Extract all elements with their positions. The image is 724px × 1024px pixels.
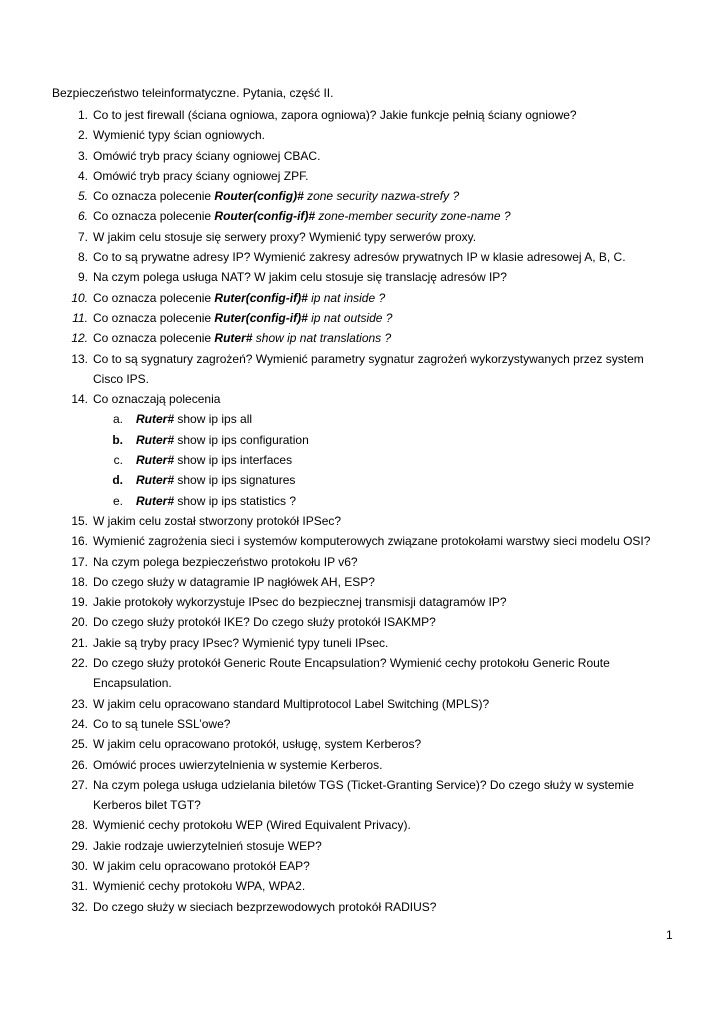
sub-item bbox=[93, 450, 654, 470]
question-item bbox=[0, 714, 724, 734]
question-number: 15. bbox=[71, 513, 88, 528]
question-list bbox=[0, 105, 724, 917]
question-item bbox=[0, 694, 724, 714]
question-prefix: Co oznacza polecenie bbox=[93, 209, 215, 224]
question-text: Omówić proces uwierzytelnienia w systemie Kerberos. bbox=[93, 757, 383, 772]
question-prefix: Co oznacza polecenie bbox=[93, 310, 215, 325]
question-text: Omówić tryb pracy ściany ogniowej ZPF. bbox=[93, 168, 309, 183]
sub-list bbox=[93, 409, 654, 510]
question-text: Wymienić cechy protokołu WEP (Wired Equivalent Privacy). bbox=[93, 818, 411, 833]
question-number: 13. bbox=[71, 351, 88, 366]
question-item bbox=[0, 247, 724, 267]
question-item bbox=[0, 267, 724, 287]
router-command: Ruter# bbox=[214, 331, 253, 346]
sub-item-text: show ip ips all bbox=[174, 412, 253, 427]
question-number: 31. bbox=[71, 879, 88, 894]
question-text: Jakie protokoły wykorzystuje IPsec do bezpiecznej transmisji datagramów IP? bbox=[93, 595, 507, 610]
command-arguments: zone security nazwa-strefy ? bbox=[303, 189, 460, 204]
question-prefix: Co oznacza polecenie bbox=[93, 331, 215, 346]
question-item bbox=[0, 633, 724, 653]
question-text: Wymienić cechy protokołu WPA, WPA2. bbox=[93, 879, 306, 894]
question-item bbox=[0, 552, 724, 572]
question-item bbox=[0, 734, 724, 754]
question-number: 7. bbox=[77, 229, 88, 244]
router-prompt: Ruter# bbox=[136, 453, 175, 468]
question-text: W jakim celu opracowano standard Multiprotocol Label Switching (MPLS)? bbox=[93, 696, 490, 711]
router-prompt: Ruter# bbox=[136, 412, 175, 427]
question-number: 12. bbox=[71, 331, 88, 346]
question-item bbox=[0, 328, 724, 348]
question-number: 2. bbox=[77, 128, 88, 143]
question-number: 29. bbox=[71, 838, 88, 853]
question-number: 20. bbox=[71, 615, 88, 630]
question-number: 5. bbox=[77, 189, 88, 204]
question-number: 17. bbox=[71, 554, 88, 569]
sub-item-text: show ip ips statistics ? bbox=[174, 493, 297, 508]
question-text: W jakim celu stosuje się serwery proxy? Wymienić typy serwerów proxy. bbox=[93, 229, 477, 244]
question-item bbox=[0, 186, 724, 206]
question-text: Jakie rodzaje uwierzytelnień stosuje WEP? bbox=[93, 838, 322, 853]
question-item bbox=[0, 349, 724, 390]
question-number: 16. bbox=[71, 534, 88, 549]
question-text: W jakim celu został stworzony protokół IPSec? bbox=[93, 513, 342, 528]
sub-item-letter: a. bbox=[112, 412, 123, 427]
question-number: 23. bbox=[71, 696, 88, 711]
router-command: Ruter(config-if)# bbox=[214, 290, 308, 305]
question-number: 14. bbox=[71, 392, 88, 407]
question-text: Omówić tryb pracy ściany ogniowej CBAC. bbox=[93, 148, 321, 163]
question-number: 4. bbox=[77, 168, 88, 183]
router-prompt: Ruter# bbox=[136, 432, 175, 447]
command-arguments: ip nat outside ? bbox=[307, 310, 393, 325]
sub-item-text: show ip ips configuration bbox=[174, 432, 309, 447]
question-text: Do czego służy protokół Generic Route Encapsulation? Wymienić cechy protokołu Generic Route Encapsulation. bbox=[93, 656, 610, 691]
question-item bbox=[0, 308, 724, 328]
question-item bbox=[0, 856, 724, 876]
router-command: Ruter(config-if)# bbox=[214, 310, 308, 325]
router-command: Router(config-if)# bbox=[214, 209, 316, 224]
question-number: 30. bbox=[71, 858, 88, 873]
sub-item bbox=[93, 409, 654, 429]
question-text: Co to jest firewall (ściana ogniowa, zapora ogniowa)? Jakie funkcje pełnią ściany ogniowe? bbox=[93, 108, 577, 122]
document-title: Bezpieczeństwo teleinformatyczne. Pytania, część II. bbox=[52, 86, 334, 100]
sub-item-text: show ip ips signatures bbox=[174, 473, 296, 488]
question-text: Co oznaczają polecenia bbox=[93, 392, 221, 407]
question-item bbox=[0, 755, 724, 775]
question-number: 21. bbox=[71, 635, 88, 650]
question-text: Na czym polega usługa NAT? W jakim celu stosuje się translację adresów IP? bbox=[93, 270, 507, 285]
question-number: 28. bbox=[71, 818, 88, 833]
question-number: 1. bbox=[77, 108, 88, 122]
question-item bbox=[0, 572, 724, 592]
question-number: 10. bbox=[71, 290, 88, 305]
question-item bbox=[0, 876, 724, 896]
question-item bbox=[0, 125, 724, 145]
router-command: Router(config)# bbox=[214, 189, 304, 204]
sub-item bbox=[93, 470, 654, 490]
question-text: Na czym polega bezpieczeństwo protokołu IP v6? bbox=[93, 554, 358, 569]
page-number: 1 bbox=[666, 928, 673, 942]
sub-item-letter: b. bbox=[112, 432, 123, 447]
question-text: W jakim celu opracowano protokół, usługę, system Kerberos? bbox=[93, 737, 422, 752]
question-text: Co to są prywatne adresy IP? Wymienić zakresy adresów prywatnych IP w klasie adresowej A, B, C. bbox=[93, 250, 626, 265]
question-number: 22. bbox=[71, 656, 88, 671]
question-text: Wymienić zagrożenia sieci i systemów komputerowych związane protokołami warstwy sieci modelu OSI? bbox=[93, 534, 651, 549]
question-text: Wymienić typy ścian ogniowych. bbox=[93, 128, 265, 143]
question-item bbox=[0, 531, 724, 551]
question-item bbox=[0, 775, 724, 816]
sub-item bbox=[93, 430, 654, 450]
question-item bbox=[0, 166, 724, 186]
question-number: 3. bbox=[77, 148, 88, 163]
question-prefix: Co oznacza polecenie bbox=[93, 290, 215, 305]
question-text: Na czym polega usługa udzielania biletów TGS (Ticket-Granting Service)? Do czego służy w systemie Kerberos bilet TGT? bbox=[93, 777, 634, 813]
command-arguments: ip nat inside ? bbox=[307, 290, 386, 305]
question-number: 8. bbox=[77, 250, 88, 265]
command-arguments: show ip nat translations ? bbox=[252, 331, 392, 346]
sub-item-text: show ip ips interfaces bbox=[174, 453, 293, 468]
question-text: Jakie są tryby pracy IPsec? Wymienić typy tuneli IPsec. bbox=[93, 635, 389, 650]
router-prompt: Ruter# bbox=[136, 493, 175, 508]
question-item bbox=[0, 592, 724, 612]
question-text: Do czego służy w sieciach bezprzewodowych protokół RADIUS? bbox=[93, 899, 437, 914]
sub-item bbox=[93, 491, 654, 511]
question-prefix: Co oznacza polecenie bbox=[93, 189, 215, 204]
question-number: 6. bbox=[77, 209, 88, 224]
question-item bbox=[0, 206, 724, 226]
question-number: 24. bbox=[71, 716, 88, 731]
question-number: 26. bbox=[71, 757, 88, 772]
sub-item-letter: e. bbox=[112, 493, 123, 508]
question-item bbox=[0, 612, 724, 632]
question-number: 9. bbox=[77, 270, 88, 285]
question-item bbox=[0, 389, 724, 511]
question-text: W jakim celu opracowano protokół EAP? bbox=[93, 858, 310, 873]
question-number: 27. bbox=[71, 777, 88, 792]
question-item bbox=[0, 897, 724, 917]
question-item bbox=[0, 146, 724, 166]
question-number: 18. bbox=[71, 574, 88, 589]
question-number: 25. bbox=[71, 737, 88, 752]
router-prompt: Ruter# bbox=[136, 473, 175, 488]
sub-item-letter: d. bbox=[112, 473, 123, 488]
question-item bbox=[0, 653, 724, 694]
question-item bbox=[0, 511, 724, 531]
question-text: Co to są sygnatury zagrożeń? Wymienić parametry sygnatur zagrożeń wykorzystywanych przez system Cisco IPS. bbox=[93, 351, 644, 386]
question-number: 19. bbox=[71, 595, 88, 610]
question-text: Co to są tunele SSL’owe? bbox=[93, 716, 231, 731]
question-item bbox=[0, 105, 724, 125]
question-text: Do czego służy w datagramie IP nagłówek AH, ESP? bbox=[93, 574, 375, 589]
question-item bbox=[0, 227, 724, 247]
question-item bbox=[0, 836, 724, 856]
question-number: 32. bbox=[71, 899, 88, 914]
question-item bbox=[0, 288, 724, 308]
command-arguments: zone-member security zone-name ? bbox=[315, 209, 511, 224]
question-text: Do czego służy protokół IKE? Do czego służy protokół ISAKMP? bbox=[93, 615, 436, 630]
sub-item-letter: c. bbox=[113, 453, 123, 468]
question-number: 11. bbox=[72, 310, 88, 325]
question-item bbox=[0, 815, 724, 835]
